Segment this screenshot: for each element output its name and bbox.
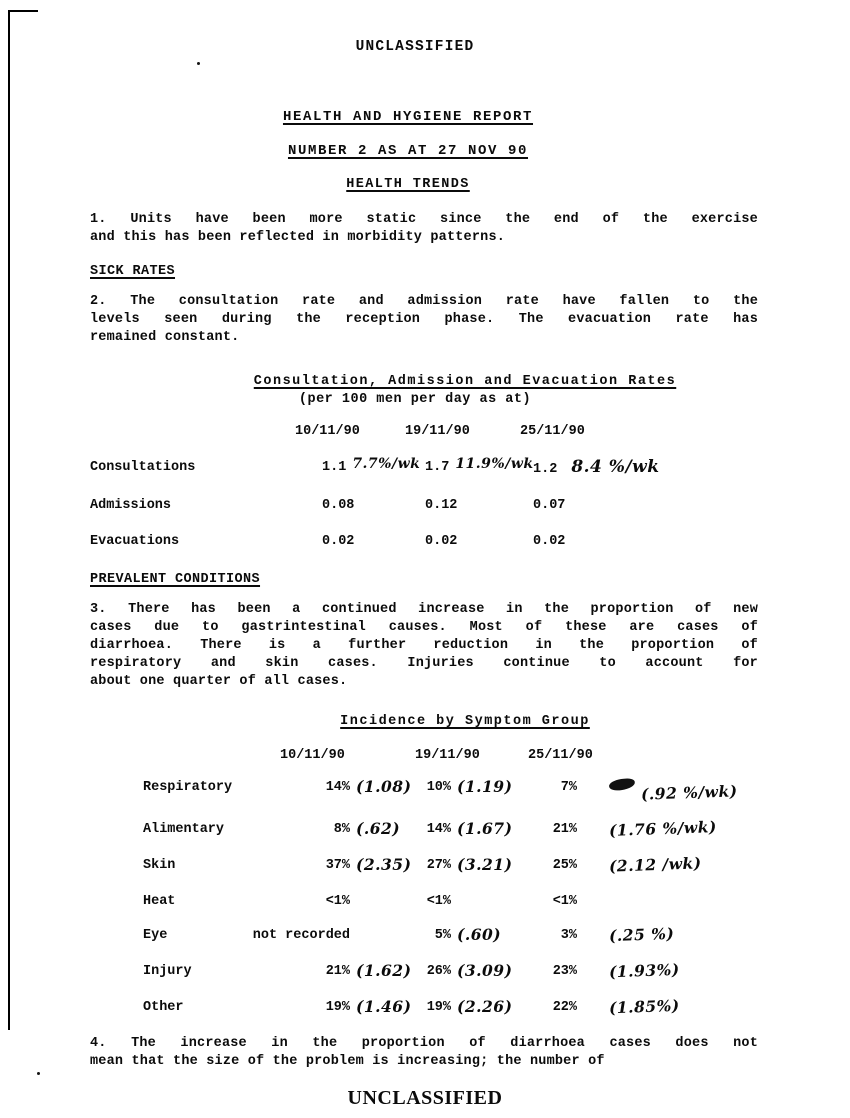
scan-edge-line-top: [8, 10, 38, 12]
cell-value: 19%: [325, 1000, 350, 1015]
cell-value: 21%: [552, 822, 577, 837]
cell-value: 22%: [552, 1000, 577, 1015]
handwritten-annotation: 11.9%/wk: [455, 456, 534, 472]
table-row-heat: [90, 893, 790, 911]
row-label: Alimentary: [143, 822, 225, 837]
row-label: Consultations: [90, 460, 196, 475]
cell-value: 5%: [434, 928, 451, 943]
paragraph-4: 4. The increase in the proportion of diarrhoea cases does not mean that the size of the problem is increasing; the number of: [90, 1036, 758, 1069]
handwritten-annotation: (1.93%): [608, 959, 680, 982]
handwritten-annotation: (.92 %/wk): [640, 781, 738, 804]
cell-value: <1%: [552, 894, 577, 909]
paragraph-1: 1. Units have been more static since the end of the exercise and this has been reflected in morbidity patterns.: [90, 212, 758, 245]
handwritten-annotation: (1.67): [457, 819, 513, 838]
column-header-2: 19/11/90: [405, 424, 470, 439]
row-label: Admissions: [90, 498, 172, 513]
cell-value: 8%: [333, 822, 350, 837]
rates-table-subtitle: (per 100 men per day as at): [298, 392, 532, 407]
cell-value: 7%: [560, 780, 577, 795]
handwritten-annotation: (1.46): [356, 997, 412, 1016]
handwritten-annotation: [350, 893, 418, 911]
row-label: Injury: [143, 964, 192, 979]
ink-scribble: [608, 777, 635, 792]
handwritten-annotation: (1.85%): [608, 995, 680, 1018]
column-header-2: 19/11/90: [415, 748, 480, 763]
cell-value: 0.07: [533, 498, 566, 513]
table-row-evacuations: [90, 533, 790, 551]
scan-speck: [197, 62, 200, 65]
handwritten-annotation: (2.12 /wk): [608, 853, 702, 876]
rates-table: [90, 373, 790, 551]
column-header-3: 25/11/90: [528, 748, 593, 763]
column-header-1: 10/11/90: [280, 748, 345, 763]
table-row-alimentary: [90, 817, 790, 841]
cell-value: 37%: [325, 858, 350, 873]
row-label: Skin: [143, 858, 176, 873]
spacer: [90, 423, 295, 441]
handwritten-annotation: (2.35): [356, 855, 412, 874]
handwritten-annotation: (1.08): [356, 777, 412, 796]
heading-health-trends: HEALTH TRENDS: [346, 177, 470, 192]
incidence-table-column-headers: [90, 747, 790, 765]
rates-table-title: Consultation, Admission and Evacuation Rates: [253, 374, 677, 389]
cell-value: 21%: [325, 964, 350, 979]
cell-value: 1.1: [322, 460, 347, 475]
handwritten-annotation: [350, 927, 418, 947]
row-label: Heat: [143, 894, 176, 909]
table-row-admissions: [90, 497, 790, 515]
paragraph-3: 3. There has been a continued increase in the proportion of new cases due to gastrintestinal causes. Most of these are cases of diarrhoea. There is a further reduction in the proportion of respiratory and skin cases. Injuries continue to account for about one quarter of all cases.: [90, 602, 758, 689]
cell-value: 19%: [426, 1000, 451, 1015]
cell-value: <1%: [426, 894, 451, 909]
cell-value: 0.12: [425, 498, 458, 513]
handwritten-annotation: (.60): [457, 925, 502, 944]
heading-sick-rates: SICK RATES: [90, 264, 176, 279]
scan-speck: [37, 1072, 40, 1075]
cell-value: 0.02: [322, 534, 355, 549]
table-row-consultations: [90, 456, 790, 479]
handwritten-annotation: (.25 %): [608, 923, 675, 946]
table-row-other: [90, 995, 790, 1019]
row-label: Eye: [143, 928, 168, 943]
heading-prevalent-conditions: PREVALENT CONDITIONS: [90, 572, 261, 587]
handwritten-annotation: (3.21): [457, 855, 513, 874]
table-row-respiratory: [90, 779, 790, 805]
incidence-table: [90, 713, 790, 1019]
classification-top: UNCLASSIFIED: [355, 39, 475, 55]
spacer: [90, 747, 280, 765]
cell-value: 0.02: [425, 534, 458, 549]
handwritten-annotation: (2.26): [457, 997, 513, 1016]
cell-value: not recorded: [252, 928, 350, 943]
handwritten-annotation: 7.7%/wk: [352, 456, 421, 472]
paragraph-2: 2. The consultation rate and admission rate have fallen to the levels seen during the reception phase. The evacuation rate has remained constant.: [90, 294, 758, 345]
cell-value: 26%: [426, 964, 451, 979]
handwritten-annotation: (.62): [356, 819, 401, 838]
rates-table-column-headers: [90, 423, 790, 441]
cell-value: <1%: [325, 894, 350, 909]
handwritten-annotation: (1.19): [457, 777, 513, 796]
column-header-3: 25/11/90: [520, 424, 585, 439]
column-header-1: 10/11/90: [295, 424, 360, 439]
cell-value: 1.7: [425, 460, 450, 475]
handwritten-annotation: 8.4 %/wk: [571, 457, 660, 477]
scan-edge-line: [8, 10, 10, 1030]
report-title: HEALTH AND HYGIENE REPORT: [282, 109, 534, 125]
cell-value: 3%: [560, 928, 577, 943]
incidence-table-title: Incidence by Symptom Group: [340, 714, 590, 729]
cell-value: 0.08: [322, 498, 355, 513]
report-number-line: NUMBER 2 AS AT 27 NOV 90: [287, 143, 529, 159]
handwritten-annotation: (1.62): [356, 961, 412, 980]
handwritten-annotation: [451, 893, 521, 911]
table-row-skin: [90, 853, 790, 877]
cell-value: 1.2: [533, 462, 558, 477]
table-row-eye: [90, 923, 790, 947]
row-label: Evacuations: [90, 534, 180, 549]
cell-value: 14%: [426, 822, 451, 837]
handwritten-annotation: (3.09): [457, 961, 513, 980]
cell-value: 0.02: [533, 534, 566, 549]
table-row-injury: [90, 959, 790, 983]
cell-value: 27%: [426, 858, 451, 873]
cell-value: 23%: [552, 964, 577, 979]
classification-bottom: UNCLASSIFIED: [347, 1087, 503, 1109]
cell-value: 10%: [426, 780, 451, 795]
cell-value: 25%: [552, 858, 577, 873]
row-label: Respiratory: [143, 780, 233, 795]
handwritten-annotation: (1.76 %/wk): [608, 817, 718, 840]
row-label: Other: [143, 1000, 184, 1015]
cell-value: 14%: [325, 780, 350, 795]
